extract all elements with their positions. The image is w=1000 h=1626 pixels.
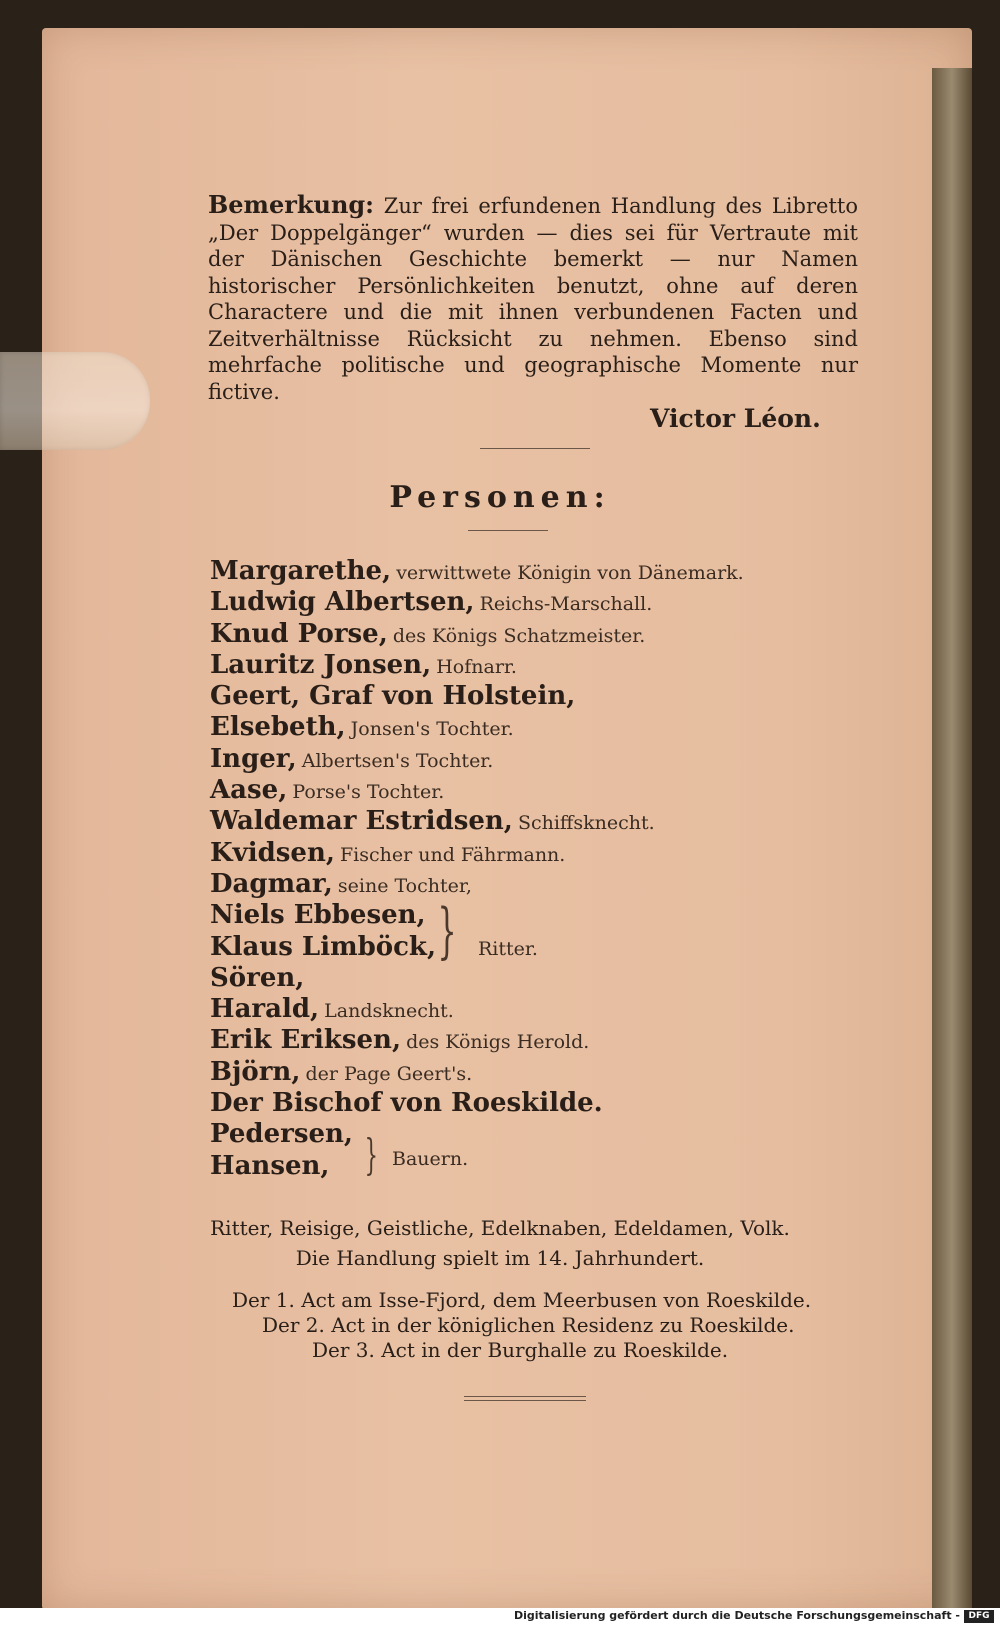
cast-name: Aase,: [210, 775, 288, 806]
cast-item: [210, 587, 910, 618]
cast-role: Hofnarr.: [436, 655, 517, 678]
cast-name: Margarethe,: [210, 556, 392, 586]
cast-item: [210, 994, 910, 1025]
cast-role: der Page Geert's.: [305, 1062, 473, 1085]
divider-bottom: [464, 1396, 586, 1397]
cast-name: Knud Porse,: [210, 618, 388, 649]
cast-heading: Personen:: [389, 480, 611, 515]
cast-item: [210, 1119, 910, 1150]
cast-item: [210, 712, 910, 743]
cast-name: Erik Eriksen,: [210, 1025, 402, 1056]
cast-name: Waldemar Estridsen,: [210, 806, 513, 837]
remark-paragraph: [208, 192, 858, 405]
cast-role: verwittwete Königin von Dänemark.: [396, 562, 744, 584]
cast-name: Harald,: [210, 994, 320, 1025]
cast-item: [210, 838, 910, 869]
author-signature: Victor Léon.: [650, 404, 821, 433]
cast-name: Niels Ebbesen,: [210, 900, 426, 931]
cast-name: Inger,: [210, 743, 297, 774]
divider-heading: [468, 530, 548, 531]
cast-item: [210, 963, 910, 994]
cast-name: Dagmar,: [210, 868, 333, 899]
cast-name: Der Bischof von Roeskilde.: [210, 1088, 603, 1119]
cast-item: [210, 681, 910, 712]
cast-item: [210, 869, 910, 900]
cast-role: seine Tochter,: [337, 874, 472, 897]
cast-role: des Königs Schatzmeister.: [392, 624, 646, 647]
cast-item: [210, 744, 910, 775]
page-edge: [932, 68, 972, 1608]
cast-item: [210, 1057, 910, 1088]
cast-role: Porse's Tochter.: [292, 781, 445, 804]
cast-role: Fischer und Fährmann.: [340, 843, 566, 866]
cast-item: [210, 619, 910, 650]
cast-role: Schiffsknecht.: [517, 812, 655, 835]
cast-role: Reichs-Marschall.: [479, 593, 653, 616]
cast-name: Pedersen,: [210, 1119, 353, 1150]
cast-item: [210, 650, 910, 681]
cast-item: [210, 1088, 910, 1119]
knights-role: Ritter.: [478, 938, 538, 960]
cast-item: [210, 1025, 910, 1056]
peasants-role: Bauern.: [392, 1148, 469, 1170]
cast-item: [210, 932, 910, 963]
cast-name: Björn,: [210, 1056, 301, 1087]
cast-role: des Königs Herold.: [406, 1031, 590, 1054]
act-3: Der 3. Act in der Burghalle zu Roeskilde.: [312, 1338, 729, 1362]
cast-name: Lauritz Jonsen,: [210, 649, 432, 680]
act-1: Der 1. Act am Isse-Fjord, dem Meerbusen von Roeskilde.: [232, 1288, 812, 1312]
cast-name: Geert, Graf von Holstein,: [210, 681, 576, 712]
remark-title: Bemerkung:: [208, 190, 375, 219]
cast-role: Albertsen's Tochter.: [301, 749, 494, 772]
cast-item: [210, 1151, 910, 1182]
cast-role: Landsknecht.: [324, 1000, 454, 1023]
cast-name: Sören,: [210, 962, 305, 993]
remark-body: Zur frei erfundenen Handlung des Libretto „Der Doppelgänger“ wurden — dies sei für Vertraute mit der Dänischen Geschichte bemerkt — nur Namen historischer Persönlichkeiten benutzt, ohne auf deren Charactere und die mit ihnen verbundenen Facten und Zeitverhältnisse Rücksicht zu nehmen. Ebenso sind mehrfache politische und geographische Momente nur fictive.: [208, 194, 858, 404]
cast-name: Ludwig Albertsen,: [210, 587, 475, 618]
cast-name: Klaus Limböck,: [210, 931, 437, 962]
act-2: Der 2. Act in der königlichen Residenz zu Roeskilde.: [262, 1313, 795, 1337]
cast-list: [210, 556, 910, 1182]
knights-brace: }: [437, 896, 457, 966]
extras-line: Ritter, Reisige, Geistliche, Edelknaben, Edeldamen, Volk.: [210, 1216, 790, 1240]
cast-item: [210, 806, 910, 837]
dfg-logo: DFG: [964, 1610, 994, 1623]
setting-line: Die Handlung spielt im 14. Jahrhundert.: [295, 1246, 705, 1270]
cast-item: [210, 556, 910, 587]
divider-top: [480, 448, 590, 449]
cast-name: Hansen,: [210, 1150, 330, 1181]
cast-role: Jonsen's Tochter.: [350, 718, 514, 741]
cast-item: [210, 775, 910, 806]
bookmark-strip: [0, 352, 150, 450]
peasants-brace: }: [364, 1130, 379, 1179]
cast-name: Kvidsen,: [210, 837, 335, 868]
cast-name: Elsebeth,: [210, 712, 346, 743]
divider-bottom-2: [464, 1400, 586, 1401]
footer-bar: [0, 1608, 1000, 1626]
footer-credit: Digitalisierung gefördert durch die Deutsche Forschungsgemeinschaft -: [513, 1609, 960, 1622]
cast-item: [210, 900, 910, 931]
